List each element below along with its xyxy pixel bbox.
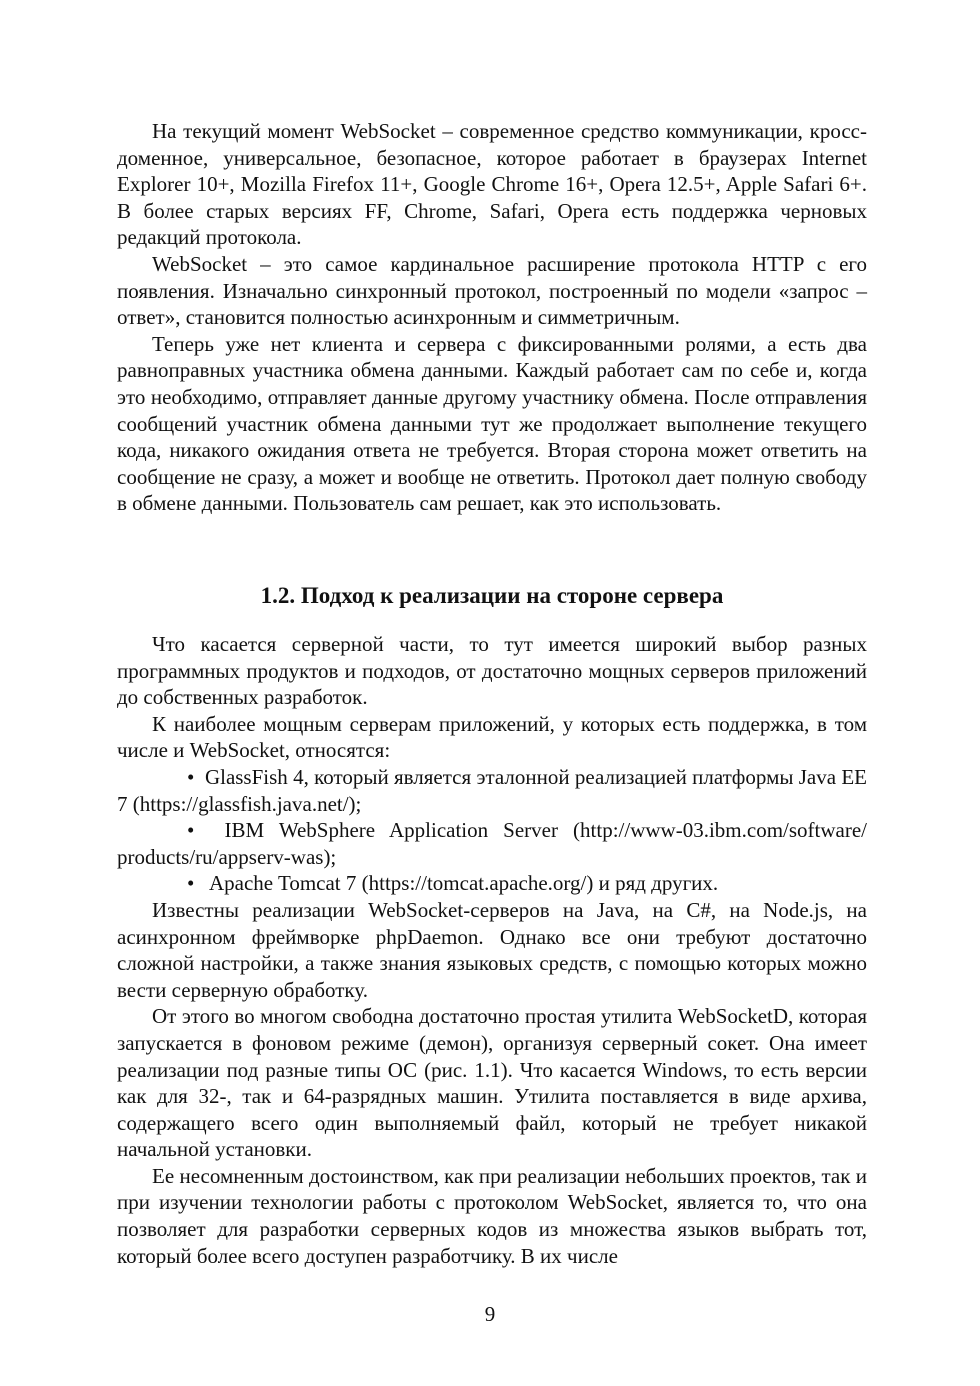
list-item-text: Apache Tomcat 7 (https://tomcat.apache.org/) и ряд других. bbox=[208, 871, 719, 896]
intro-text-block bbox=[117, 118, 867, 517]
bullet-icon: • bbox=[187, 871, 195, 896]
paragraph-websocket-current: На текущий момент WebSocket – современное средство коммуникации, кросс-доменное, универсальное, безопасное, которое работает в браузерах Internet Explorer 10+, Mozilla Firefox 11+, Google Chrome 16+, Opera 12.5+, Apple Safari 6+. В более старых версиях FF, Chrome, Safari, Opera есть поддержка черновых редакций протокола. bbox=[117, 119, 867, 250]
list-item-websphere bbox=[117, 817, 867, 870]
page-number: 9 bbox=[484, 1302, 496, 1326]
paragraph-equal-participants: Теперь уже нет клиента и сервера с фиксированными ролями, а есть два равноправных участника обмена данными. Каждый работает сам по себе и, когда это необходимо, отправляет данные другому участнику обмена. После отправления сообщений участник обмена данными тут же продолжает выполнение текущего кода, никакого ожидания ответа не требуется. Вторая сторона может ответить на сообщение не сразу, а может и вообще не ответить. Протокол дает полную свободу в обмене данными. Пользователь сам решает, как это использовать. bbox=[117, 331, 867, 516]
server-text-block bbox=[117, 631, 867, 1269]
list-item-text: IBM WebSphere Application Server (http://www-03.ibm.com/software/ products/ru/appserv-was); bbox=[117, 818, 867, 869]
list-item-glassfish bbox=[117, 764, 867, 817]
paragraph-advantages: Ее несомненным достоинством, как при реализации небольших проектов, так и при изучении технологии работы с протоколом WebSocket, является то, что она позволяет для разработки серверных кодов из множества языков выбрать тот, который более всего доступен разработчику. В их числе bbox=[117, 1163, 867, 1268]
list-item-tomcat bbox=[117, 870, 867, 897]
paragraph-websocket-extension: WebSocket – это самое кардинальное расширение протокола HTTP с его появления. Изначально синхронный протокол, построенный по модели «запрос – ответ», становится полностью асинхронным и симметричным. bbox=[117, 251, 867, 330]
bullet-icon: • bbox=[187, 818, 195, 843]
paragraph-server-choice: Что касается серверной части, то тут имеется широкий выбор разных программных продуктов и подходов, от достаточно мощных серверов приложений до собственных разработок. bbox=[117, 632, 867, 710]
section-heading: 1.2. Подход к реализации на стороне сервера bbox=[260, 583, 724, 608]
list-item-text: GlassFish 4, который является эталонной реализацией платформы Java EE 7 (https://glassfish.java.net/); bbox=[117, 764, 868, 816]
paragraph-websocketd: От этого во многом свободна достаточно простая утилита WebSocketD, которая запускается в фоновом режиме (демон), организуя серверный сокет. Она имеет реализации под разные типы ОС (рис. 1.1). Что касается Windows, то есть версии как для 32-, так и 64-разрядных машин. Утилита поставляется в виде архива, содержащего всего один выполняемый файл, который не требует никакой начальной установки. bbox=[117, 1004, 867, 1162]
paragraph-app-servers: К наиболее мощным серверам приложений, у которых есть поддержка, в том числе и WebSocket, относятся: bbox=[117, 711, 867, 763]
paragraph-known-implementations: Известны реализации WebSocket-серверов на Java, на C#, на Node.js, на асинхронном фреймворке phpDaemon. Однако все они требуют достаточно сложной настройки, а также знания языковых средств, с помощью которых можно вести серверную обработку. bbox=[117, 897, 867, 1002]
bullet-icon: • bbox=[187, 764, 195, 789]
